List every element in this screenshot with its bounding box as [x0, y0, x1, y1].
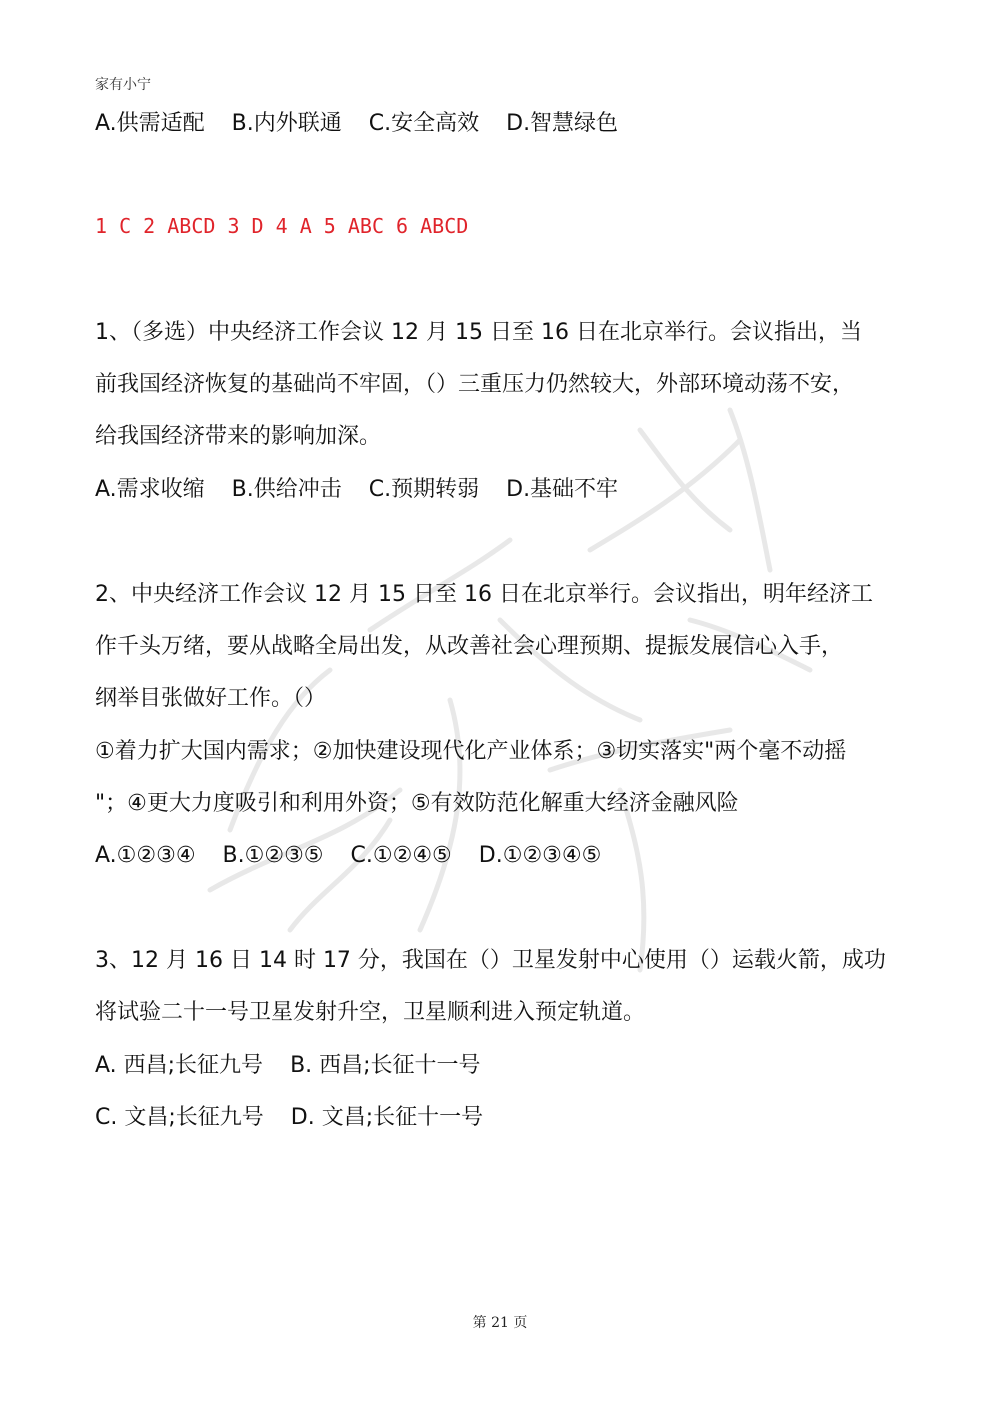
- q3-line-2: 将试验二十一号卫星发射升空，卫星顺利进入预定轨道。: [95, 1000, 646, 1025]
- option-b: B. 西昌;长征十一号: [290, 1053, 481, 1078]
- q3-options-row-1: [95, 1052, 501, 1080]
- q2-line-1: 2、中央经济工作会议 12 月 15 日至 16 日在北京举行。会议指出，明年经济工: [95, 582, 873, 607]
- option-a: A.①②③④: [95, 843, 196, 868]
- page-number: 第 21 页: [472, 1315, 528, 1331]
- answer-key: 1 C 2 ABCD 3 D 4 A 5 ABC 6 ABCD: [95, 214, 469, 238]
- option-d: D.智慧绿色: [506, 111, 619, 136]
- q3-options-row-2: [95, 1104, 503, 1132]
- option-a: A.供需适配: [95, 111, 205, 136]
- option-b: B.内外联通: [231, 111, 342, 136]
- option-a: A. 西昌;长征九号: [95, 1053, 264, 1078]
- q3-line-1: 3、12 月 16 日 14 时 17 分，我国在（）卫星发射中心使用（）运载火箭，成功: [95, 948, 886, 973]
- prev-question-options: [95, 110, 638, 138]
- option-d: D.基础不牢: [506, 477, 619, 502]
- option-d: D. 文昌;长征十一号: [290, 1105, 484, 1130]
- q1-line-2: 前我国经济恢复的基础尚不牢固，（）三重压力仍然较大，外部环境动荡不安，: [95, 372, 855, 397]
- option-b: B.供给冲击: [231, 477, 342, 502]
- option-d: D.①②③④⑤: [478, 843, 602, 868]
- option-a: A.需求收缩: [95, 477, 205, 502]
- q2-options: [95, 842, 621, 870]
- header-tag: 家有小宁: [95, 77, 151, 93]
- q1-line-1: 1、（多选）中央经济工作会议 12 月 15 日至 16 日在北京举行。会议指出，当: [95, 320, 862, 345]
- option-b: B.①②③⑤: [222, 843, 324, 868]
- option-c: C. 文昌;长征九号: [95, 1105, 264, 1130]
- q2-line-5: "；④更大力度吸引和利用外资；⑤有效防范化解重大经济金融风险: [95, 791, 739, 816]
- q1-options: [95, 476, 638, 504]
- option-c: C.预期转弱: [368, 477, 480, 502]
- q2-line-3: 纲举目张做好工作。（）: [95, 686, 327, 711]
- watermark-graphic: [170, 370, 870, 990]
- q2-line-2: 作千头万绪，要从战略全局出发，从改善社会心理预期、提振发展信心入手，: [95, 634, 844, 659]
- option-c: C.安全高效: [368, 111, 480, 136]
- q2-line-4: ①着力扩大国内需求；②加快建设现代化产业体系；③切实落实"两个毫不动摇: [95, 739, 847, 764]
- q1-line-3: 给我国经济带来的影响加深。: [95, 424, 382, 449]
- option-c: C.①②④⑤: [350, 843, 452, 868]
